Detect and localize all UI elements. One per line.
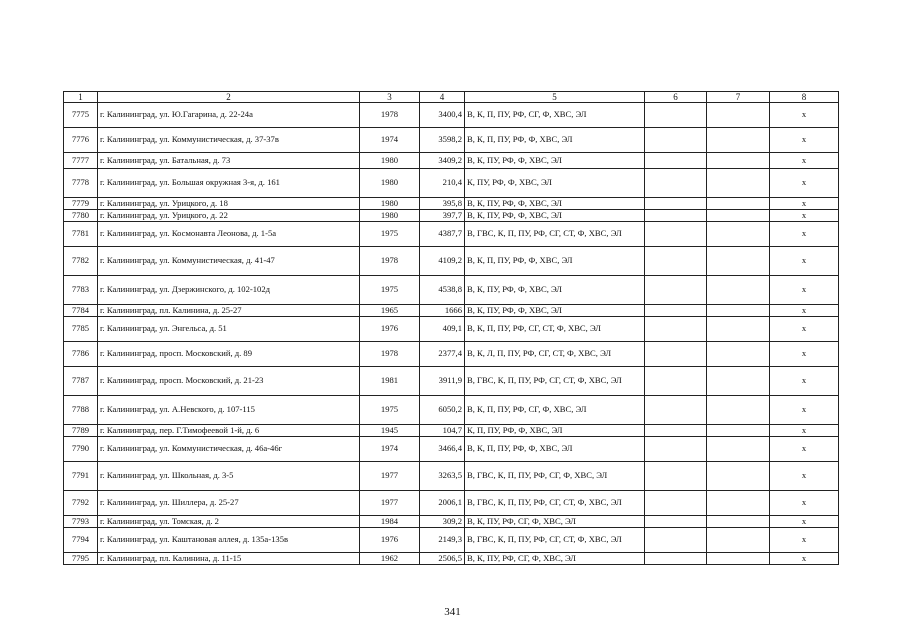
mark-cell: x bbox=[770, 128, 839, 153]
column-6-cell bbox=[645, 305, 707, 317]
header-cell-2: 2 bbox=[98, 92, 360, 103]
year-cell: 1977 bbox=[360, 491, 420, 516]
mark-cell: x bbox=[770, 462, 839, 491]
area-cell: 4109,2 bbox=[420, 247, 465, 276]
table-row bbox=[64, 462, 839, 491]
column-6-cell bbox=[645, 425, 707, 437]
table-body bbox=[64, 92, 839, 565]
area-cell: 1666 bbox=[420, 305, 465, 317]
area-cell: 104,7 bbox=[420, 425, 465, 437]
area-cell: 6050,2 bbox=[420, 396, 465, 425]
address-cell: г. Калининград, ул. Энгельса, д. 51 bbox=[98, 317, 360, 342]
row-number: 7785 bbox=[64, 317, 98, 342]
mark-cell: x bbox=[770, 153, 839, 169]
address-cell: г. Калининград, ул. Каштановая аллея, д. 135а-135в bbox=[98, 528, 360, 553]
row-number: 7780 bbox=[64, 210, 98, 222]
area-cell: 4387,7 bbox=[420, 222, 465, 247]
column-6-cell bbox=[645, 198, 707, 210]
address-cell: г. Калининград, ул. Ю.Гагарина, д. 22-24а bbox=[98, 103, 360, 128]
works-cell: В, К, ПУ, РФ, Ф, ХВС, ЭЛ bbox=[465, 276, 645, 305]
row-number: 7777 bbox=[64, 153, 98, 169]
mark-cell: x bbox=[770, 276, 839, 305]
page-number: 341 bbox=[444, 606, 461, 618]
works-cell: В, К, Л, П, ПУ, РФ, СГ, СТ, Ф, ХВС, ЭЛ bbox=[465, 342, 645, 367]
table-row bbox=[64, 317, 839, 342]
year-cell: 1974 bbox=[360, 437, 420, 462]
header-row bbox=[64, 92, 839, 103]
row-number: 7776 bbox=[64, 128, 98, 153]
column-7-cell bbox=[707, 222, 770, 247]
year-cell: 1974 bbox=[360, 128, 420, 153]
table-row bbox=[64, 437, 839, 462]
mark-cell: x bbox=[770, 169, 839, 198]
table-row bbox=[64, 396, 839, 425]
works-cell: В, К, П, ПУ, РФ, Ф, ХВС, ЭЛ bbox=[465, 247, 645, 276]
table-row bbox=[64, 128, 839, 153]
table-row bbox=[64, 425, 839, 437]
year-cell: 1978 bbox=[360, 342, 420, 367]
area-cell: 2006,1 bbox=[420, 491, 465, 516]
column-6-cell bbox=[645, 103, 707, 128]
works-cell: В, ГВС, К, П, ПУ, РФ, СГ, СТ, Ф, ХВС, ЭЛ bbox=[465, 491, 645, 516]
works-cell: В, К, П, ПУ, РФ, Ф, ХВС, ЭЛ bbox=[465, 437, 645, 462]
column-7-cell bbox=[707, 367, 770, 396]
column-6-cell bbox=[645, 516, 707, 528]
year-cell: 1980 bbox=[360, 210, 420, 222]
mark-cell: x bbox=[770, 342, 839, 367]
works-cell: В, ГВС, К, П, ПУ, РФ, СГ, СТ, Ф, ХВС, ЭЛ bbox=[465, 367, 645, 396]
year-cell: 1962 bbox=[360, 553, 420, 565]
column-6-cell bbox=[645, 317, 707, 342]
column-6-cell bbox=[645, 528, 707, 553]
column-6-cell bbox=[645, 210, 707, 222]
column-6-cell bbox=[645, 247, 707, 276]
address-cell: г. Калининград, пер. Г.Тимофеевой 1-й, д. 6 bbox=[98, 425, 360, 437]
year-cell: 1978 bbox=[360, 247, 420, 276]
table-row bbox=[64, 198, 839, 210]
row-number: 7783 bbox=[64, 276, 98, 305]
mark-cell: x bbox=[770, 396, 839, 425]
area-cell: 3409,2 bbox=[420, 153, 465, 169]
works-cell: В, ГВС, К, П, ПУ, РФ, СГ, СТ, Ф, ХВС, ЭЛ bbox=[465, 528, 645, 553]
column-7-cell bbox=[707, 425, 770, 437]
address-cell: г. Калининград, ул. Батальная, д. 73 bbox=[98, 153, 360, 169]
mark-cell: x bbox=[770, 491, 839, 516]
column-7-cell bbox=[707, 210, 770, 222]
works-cell: В, К, П, ПУ, РФ, Ф, ХВС, ЭЛ bbox=[465, 128, 645, 153]
area-cell: 397,7 bbox=[420, 210, 465, 222]
row-number: 7784 bbox=[64, 305, 98, 317]
address-cell: г. Калининград, пл. Калинина, д. 25-27 bbox=[98, 305, 360, 317]
row-number: 7794 bbox=[64, 528, 98, 553]
address-cell: г. Калининград, ул. А.Невского, д. 107-115 bbox=[98, 396, 360, 425]
table-row bbox=[64, 169, 839, 198]
address-cell: г. Калининград, ул. Коммунистическая, д. 46а-46г bbox=[98, 437, 360, 462]
mark-cell: x bbox=[770, 198, 839, 210]
year-cell: 1977 bbox=[360, 462, 420, 491]
mark-cell: x bbox=[770, 437, 839, 462]
mark-cell: x bbox=[770, 103, 839, 128]
address-cell: г. Калининград, ул. Томская, д. 2 bbox=[98, 516, 360, 528]
works-cell: В, К, ПУ, РФ, Ф, ХВС, ЭЛ bbox=[465, 305, 645, 317]
row-number: 7790 bbox=[64, 437, 98, 462]
area-cell: 210,4 bbox=[420, 169, 465, 198]
area-cell: 409,1 bbox=[420, 317, 465, 342]
table-row bbox=[64, 491, 839, 516]
works-cell: В, К, ПУ, РФ, Ф, ХВС, ЭЛ bbox=[465, 210, 645, 222]
column-6-cell bbox=[645, 553, 707, 565]
column-6-cell bbox=[645, 222, 707, 247]
mark-cell: x bbox=[770, 516, 839, 528]
row-number: 7778 bbox=[64, 169, 98, 198]
area-cell: 3911,9 bbox=[420, 367, 465, 396]
column-7-cell bbox=[707, 491, 770, 516]
row-number: 7779 bbox=[64, 198, 98, 210]
works-cell: В, К, П, ПУ, РФ, СГ, СТ, Ф, ХВС, ЭЛ bbox=[465, 317, 645, 342]
year-cell: 1975 bbox=[360, 276, 420, 305]
column-6-cell bbox=[645, 367, 707, 396]
area-cell: 3400,4 bbox=[420, 103, 465, 128]
header-cell-4: 4 bbox=[420, 92, 465, 103]
table-row bbox=[64, 305, 839, 317]
mark-cell: x bbox=[770, 367, 839, 396]
column-7-cell bbox=[707, 169, 770, 198]
column-6-cell bbox=[645, 128, 707, 153]
year-cell: 1945 bbox=[360, 425, 420, 437]
area-cell: 395,8 bbox=[420, 198, 465, 210]
year-cell: 1980 bbox=[360, 198, 420, 210]
table-row bbox=[64, 528, 839, 553]
works-cell: В, К, ПУ, РФ, СГ, Ф, ХВС, ЭЛ bbox=[465, 516, 645, 528]
column-6-cell bbox=[645, 491, 707, 516]
mark-cell: x bbox=[770, 222, 839, 247]
year-cell: 1980 bbox=[360, 169, 420, 198]
row-number: 7795 bbox=[64, 553, 98, 565]
address-cell: г. Калининград, ул. Дзержинского, д. 102-102д bbox=[98, 276, 360, 305]
area-cell: 2506,5 bbox=[420, 553, 465, 565]
column-6-cell bbox=[645, 437, 707, 462]
area-cell: 3466,4 bbox=[420, 437, 465, 462]
table-row bbox=[64, 516, 839, 528]
works-cell: В, ГВС, К, П, ПУ, РФ, СГ, СТ, Ф, ХВС, ЭЛ bbox=[465, 222, 645, 247]
area-cell: 2377,4 bbox=[420, 342, 465, 367]
works-cell: В, К, П, ПУ, РФ, СГ, Ф, ХВС, ЭЛ bbox=[465, 396, 645, 425]
row-number: 7786 bbox=[64, 342, 98, 367]
column-7-cell bbox=[707, 103, 770, 128]
mark-cell: x bbox=[770, 425, 839, 437]
works-cell: К, П, ПУ, РФ, Ф, ХВС, ЭЛ bbox=[465, 425, 645, 437]
column-6-cell bbox=[645, 153, 707, 169]
address-cell: г. Калининград, пл. Калинина, д. 11-15 bbox=[98, 553, 360, 565]
column-7-cell bbox=[707, 317, 770, 342]
header-cell-7: 7 bbox=[707, 92, 770, 103]
address-cell: г. Калининград, ул. Урицкого, д. 22 bbox=[98, 210, 360, 222]
year-cell: 1980 bbox=[360, 153, 420, 169]
row-number: 7788 bbox=[64, 396, 98, 425]
address-cell: г. Калининград, просп. Московский, д. 89 bbox=[98, 342, 360, 367]
column-7-cell bbox=[707, 396, 770, 425]
address-cell: г. Калининград, ул. Космонавта Леонова, д. 1-5а bbox=[98, 222, 360, 247]
address-cell: г. Калининград, ул. Шиллера, д. 25-27 bbox=[98, 491, 360, 516]
row-number: 7775 bbox=[64, 103, 98, 128]
area-cell: 3598,2 bbox=[420, 128, 465, 153]
row-number: 7782 bbox=[64, 247, 98, 276]
column-6-cell bbox=[645, 396, 707, 425]
header-cell-5: 5 bbox=[465, 92, 645, 103]
address-cell: г. Калининград, просп. Московский, д. 21-23 bbox=[98, 367, 360, 396]
area-cell: 2149,3 bbox=[420, 528, 465, 553]
address-cell: г. Калининград, ул. Коммунистическая, д. 37-37в bbox=[98, 128, 360, 153]
header-cell-3: 3 bbox=[360, 92, 420, 103]
works-cell: К, ПУ, РФ, Ф, ХВС, ЭЛ bbox=[465, 169, 645, 198]
column-7-cell bbox=[707, 305, 770, 317]
column-6-cell bbox=[645, 342, 707, 367]
column-7-cell bbox=[707, 128, 770, 153]
works-cell: В, К, ПУ, РФ, Ф, ХВС, ЭЛ bbox=[465, 198, 645, 210]
year-cell: 1981 bbox=[360, 367, 420, 396]
column-7-cell bbox=[707, 276, 770, 305]
table-row bbox=[64, 210, 839, 222]
works-cell: В, ГВС, К, П, ПУ, РФ, СГ, Ф, ХВС, ЭЛ bbox=[465, 462, 645, 491]
column-7-cell bbox=[707, 462, 770, 491]
table-row bbox=[64, 276, 839, 305]
mark-cell: x bbox=[770, 553, 839, 565]
row-number: 7792 bbox=[64, 491, 98, 516]
works-cell: В, К, ПУ, РФ, СГ, Ф, ХВС, ЭЛ bbox=[465, 553, 645, 565]
mark-cell: x bbox=[770, 247, 839, 276]
row-number: 7781 bbox=[64, 222, 98, 247]
table-row bbox=[64, 247, 839, 276]
area-cell: 4538,8 bbox=[420, 276, 465, 305]
year-cell: 1975 bbox=[360, 396, 420, 425]
column-7-cell bbox=[707, 153, 770, 169]
mark-cell: x bbox=[770, 210, 839, 222]
row-number: 7793 bbox=[64, 516, 98, 528]
mark-cell: x bbox=[770, 317, 839, 342]
address-cell: г. Калининград, ул. Коммунистическая, д. 41-47 bbox=[98, 247, 360, 276]
mark-cell: x bbox=[770, 305, 839, 317]
table-row bbox=[64, 553, 839, 565]
year-cell: 1978 bbox=[360, 103, 420, 128]
column-6-cell bbox=[645, 276, 707, 305]
address-cell: г. Калининград, ул. Урицкого, д. 18 bbox=[98, 198, 360, 210]
address-cell: г. Калининград, ул. Школьная, д. 3-5 bbox=[98, 462, 360, 491]
column-7-cell bbox=[707, 437, 770, 462]
address-cell: г. Калининград, ул. Большая окружная 3-я, д. 161 bbox=[98, 169, 360, 198]
row-number: 7787 bbox=[64, 367, 98, 396]
column-7-cell bbox=[707, 342, 770, 367]
row-number: 7789 bbox=[64, 425, 98, 437]
table-row bbox=[64, 103, 839, 128]
works-cell: В, К, П, ПУ, РФ, СГ, Ф, ХВС, ЭЛ bbox=[465, 103, 645, 128]
column-7-cell bbox=[707, 528, 770, 553]
year-cell: 1975 bbox=[360, 222, 420, 247]
row-number: 7791 bbox=[64, 462, 98, 491]
works-cell: В, К, ПУ, РФ, Ф, ХВС, ЭЛ bbox=[465, 153, 645, 169]
area-cell: 309,2 bbox=[420, 516, 465, 528]
area-cell: 3263,5 bbox=[420, 462, 465, 491]
year-cell: 1984 bbox=[360, 516, 420, 528]
year-cell: 1976 bbox=[360, 317, 420, 342]
table-row bbox=[64, 153, 839, 169]
column-7-cell bbox=[707, 553, 770, 565]
column-7-cell bbox=[707, 198, 770, 210]
mark-cell: x bbox=[770, 528, 839, 553]
table-row bbox=[64, 367, 839, 396]
column-6-cell bbox=[645, 462, 707, 491]
table-row bbox=[64, 342, 839, 367]
register-table bbox=[63, 91, 839, 565]
column-7-cell bbox=[707, 247, 770, 276]
column-6-cell bbox=[645, 169, 707, 198]
header-cell-8: 8 bbox=[770, 92, 839, 103]
header-cell-6: 6 bbox=[645, 92, 707, 103]
year-cell: 1976 bbox=[360, 528, 420, 553]
header-cell-1: 1 bbox=[64, 92, 98, 103]
year-cell: 1965 bbox=[360, 305, 420, 317]
table-row bbox=[64, 222, 839, 247]
column-7-cell bbox=[707, 516, 770, 528]
